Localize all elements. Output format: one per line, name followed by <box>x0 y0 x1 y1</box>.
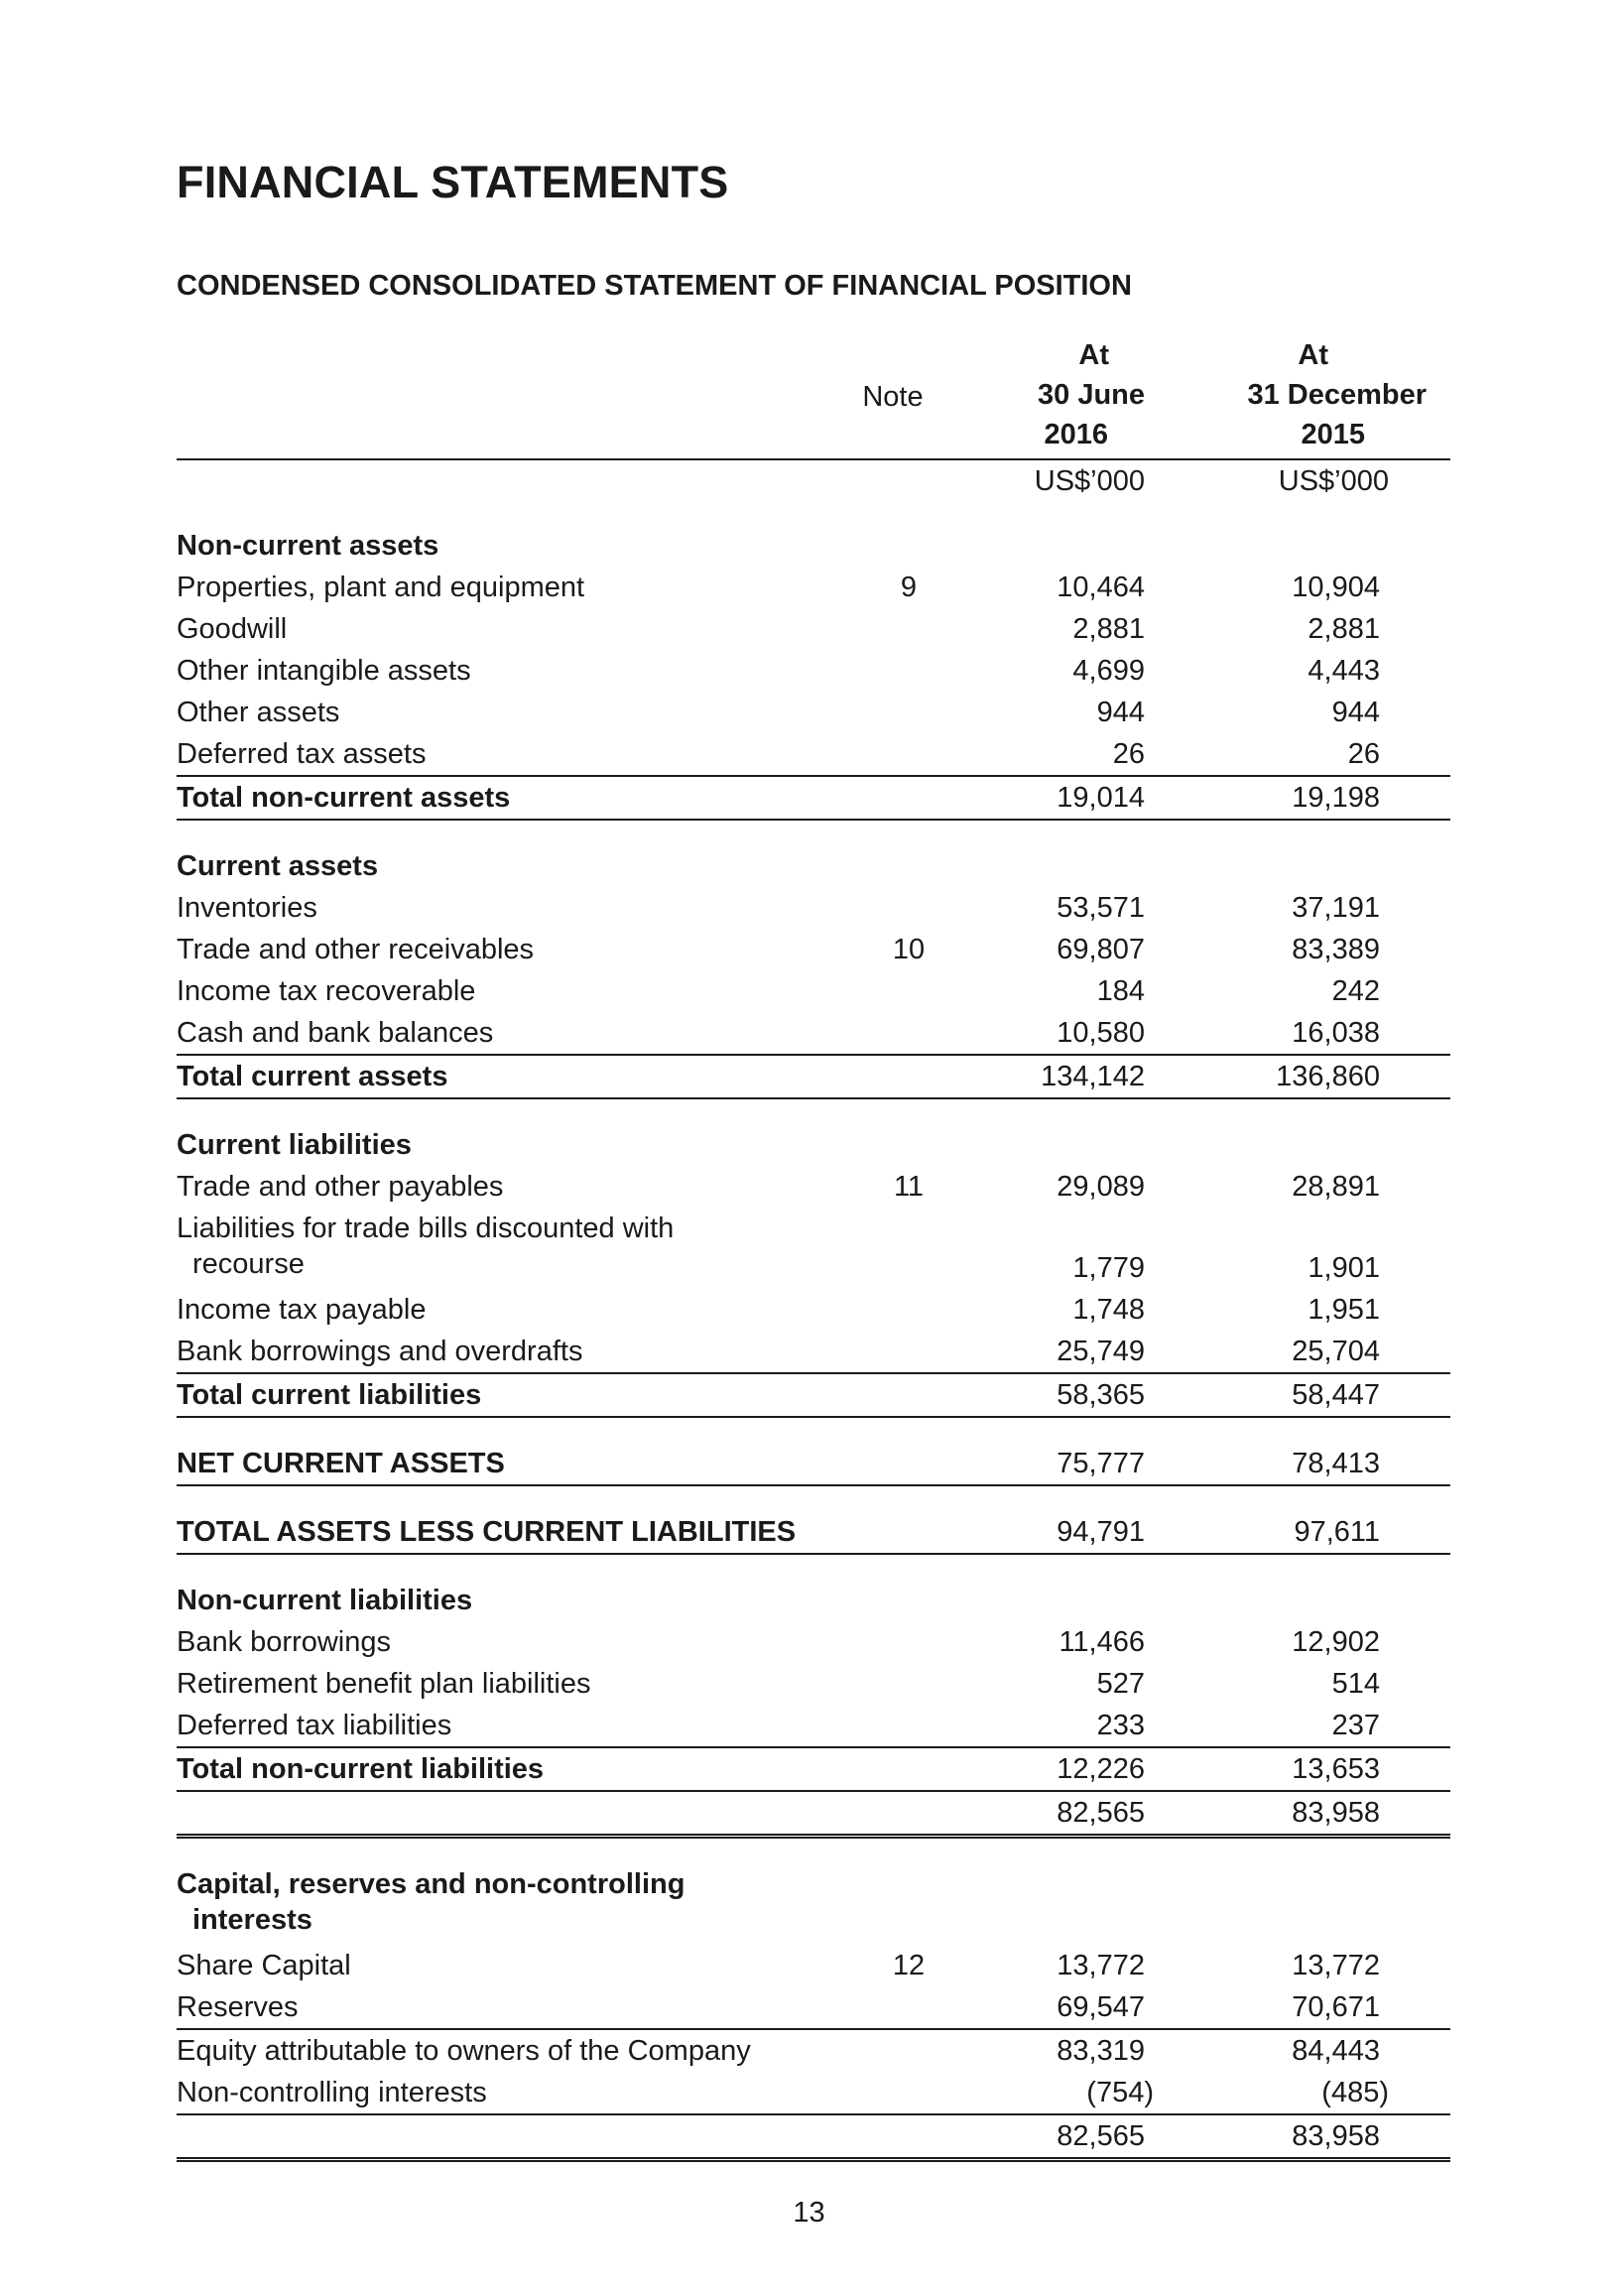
value-30-june-2016: 82,565 <box>1057 2120 1145 2152</box>
row-label-text: Other assets <box>177 697 340 728</box>
value-31-december-2015: 237 <box>1331 1710 1380 1741</box>
table-row <box>177 1621 1450 1663</box>
row-label-text: Capital, reserves and non-controlling <box>177 1868 685 1900</box>
row-note: 10 <box>892 934 926 965</box>
table-row <box>177 929 1450 970</box>
row-label <box>177 1991 299 2024</box>
row-label-text: Income tax recoverable <box>177 975 476 1007</box>
value-30-june-2016: 1,779 <box>1072 1252 1145 1284</box>
row-label <box>177 697 339 729</box>
column-2-header-at: At <box>1298 339 1328 371</box>
column-2-header-date: 31 December <box>1247 379 1427 411</box>
table-row-heading <box>177 525 1450 567</box>
row-label-text: Bank borrowings and overdrafts <box>177 1336 583 1367</box>
value-30-june-2016: 12,226 <box>1057 1753 1145 1785</box>
row-label-continuation: interests <box>192 1904 312 1936</box>
table-row-heading <box>177 1054 1450 1099</box>
row-label-text: Total current liabilities <box>177 1379 482 1411</box>
value-30-june-2016: 83,319 <box>1057 2035 1145 2067</box>
row-label <box>177 1516 796 1549</box>
row-note: 9 <box>900 572 918 603</box>
row-label <box>177 1868 685 1937</box>
row-label <box>177 1129 412 1162</box>
value-30-june-2016: 58,365 <box>1057 1379 1145 1411</box>
table-row <box>177 733 1450 775</box>
value-30-june-2016: 13,772 <box>1057 1950 1145 1981</box>
value-31-december-2015: 242 <box>1331 975 1380 1007</box>
row-label-text: Liabilities for trade bills discounted with <box>177 1212 675 1244</box>
row-label-text: Total non-current liabilities <box>177 1753 545 1785</box>
column-2-header-year: 2015 <box>1301 419 1365 450</box>
row-label <box>177 530 438 563</box>
value-30-june-2016: 527 <box>1096 1668 1145 1700</box>
value-30-june-2016: 944 <box>1096 697 1145 728</box>
value-31-december-2015: 83,958 <box>1292 2120 1380 2152</box>
value-31-december-2015: (485) <box>1321 2077 1389 2108</box>
units-row <box>177 458 1450 502</box>
row-spacer <box>177 1555 1450 1580</box>
value-31-december-2015: 4,443 <box>1307 655 1380 687</box>
row-spacer <box>177 1099 1450 1124</box>
value-31-december-2015: 19,198 <box>1292 782 1380 814</box>
row-label-text: Total current assets <box>177 1061 448 1092</box>
row-label <box>177 1171 503 1204</box>
row-label <box>177 1626 391 1659</box>
row-label-text: Non-current assets <box>177 530 439 562</box>
row-spacer <box>177 1418 1450 1443</box>
row-label-text: Inventories <box>177 892 317 924</box>
value-30-june-2016: 233 <box>1096 1710 1145 1741</box>
value-30-june-2016: 94,791 <box>1057 1516 1145 1548</box>
row-label-text: Trade and other receivables <box>177 934 535 965</box>
row-label-text: Trade and other payables <box>177 1171 504 1203</box>
row-label <box>177 1668 591 1701</box>
column-1-header-date: 30 June <box>1038 379 1145 411</box>
value-31-december-2015: 13,653 <box>1292 1753 1380 1785</box>
table-row <box>177 2072 1450 2113</box>
value-30-june-2016: 25,749 <box>1057 1336 1145 1367</box>
value-31-december-2015: 10,904 <box>1292 572 1380 603</box>
value-30-june-2016: 69,807 <box>1057 934 1145 965</box>
value-30-june-2016: 2,881 <box>1072 613 1145 645</box>
table-row <box>177 1331 1450 1372</box>
row-label <box>177 782 510 815</box>
row-label-text: Properties, plant and equipment <box>177 572 585 603</box>
row-label <box>177 2035 751 2068</box>
row-label <box>177 975 475 1008</box>
value-31-december-2015: 83,958 <box>1292 1797 1380 1829</box>
row-label <box>177 1710 451 1742</box>
value-30-june-2016: 11,466 <box>1058 1626 1145 1658</box>
table-row <box>177 567 1450 608</box>
row-label <box>177 738 426 771</box>
table-row <box>177 1208 1450 1289</box>
table-row <box>177 608 1450 650</box>
value-31-december-2015: 26 <box>1347 738 1380 770</box>
table-row <box>177 970 1450 1012</box>
row-label-text: Income tax payable <box>177 1294 427 1326</box>
value-31-december-2015: 97,611 <box>1294 1516 1380 1548</box>
row-label <box>177 1950 351 1982</box>
value-30-june-2016: 29,089 <box>1057 1171 1145 1203</box>
table-row <box>177 1289 1450 1331</box>
row-label-text: Share Capital <box>177 1950 351 1981</box>
value-31-december-2015: 78,413 <box>1292 1448 1380 1479</box>
table-row-heading <box>177 845 1450 887</box>
row-label <box>177 1294 426 1327</box>
value-30-june-2016: 75,777 <box>1057 1448 1145 1479</box>
row-label <box>177 1061 447 1093</box>
row-label <box>177 1336 582 1368</box>
row-label <box>177 1753 544 1786</box>
row-label-text: Bank borrowings <box>177 1626 391 1658</box>
table-row <box>177 887 1450 929</box>
table-row <box>177 1166 1450 1208</box>
value-31-december-2015: 2,881 <box>1307 613 1380 645</box>
value-30-june-2016: 4,699 <box>1072 655 1145 687</box>
column-2-unit: US$’000 <box>1278 465 1389 497</box>
row-label-text: Cash and bank balances <box>177 1017 494 1049</box>
row-label-text: NET CURRENT ASSETS <box>177 1448 505 1479</box>
table-row-heading <box>177 1746 1450 1792</box>
row-label <box>177 850 378 883</box>
row-label <box>177 1585 472 1617</box>
page-title: FINANCIAL STATEMENTS <box>177 157 729 207</box>
row-label-text: Non-current liabilities <box>177 1585 473 1616</box>
row-spacer <box>177 821 1450 845</box>
table-row <box>177 1986 1450 2028</box>
value-30-june-2016: 19,014 <box>1057 782 1145 814</box>
value-30-june-2016: 1,748 <box>1072 1294 1145 1326</box>
row-label-text: Deferred tax assets <box>177 738 427 770</box>
row-spacer <box>177 1839 1450 1863</box>
row-label <box>177 655 471 688</box>
table-row <box>177 650 1450 692</box>
value-31-december-2015: 16,038 <box>1292 1017 1380 1049</box>
value-31-december-2015: 136,860 <box>1276 1061 1380 1092</box>
value-31-december-2015: 1,951 <box>1307 1294 1380 1326</box>
row-label <box>177 1448 505 1480</box>
value-31-december-2015: 28,891 <box>1292 1171 1380 1203</box>
row-label-text: Retirement benefit plan liabilities <box>177 1668 591 1700</box>
table-row <box>177 692 1450 733</box>
row-label <box>177 572 584 604</box>
row-label <box>177 1379 481 1412</box>
page-number: 13 <box>793 2197 825 2229</box>
row-label <box>177 1017 493 1050</box>
value-31-december-2015: 514 <box>1331 1668 1380 1700</box>
row-label <box>177 2077 487 2109</box>
table-row-heading <box>177 1443 1450 1486</box>
table-row <box>177 2028 1450 2072</box>
row-label-text: Other intangible assets <box>177 655 471 687</box>
row-label <box>177 934 534 966</box>
value-30-june-2016: 10,580 <box>1057 1017 1145 1049</box>
row-label-text: Equity attributable to owners of the Company <box>177 2035 751 2067</box>
row-label <box>177 613 287 646</box>
table-row-heading <box>177 1580 1450 1621</box>
value-31-december-2015: 37,191 <box>1292 892 1380 924</box>
table-row <box>177 1705 1450 1746</box>
row-label-continuation: recourse <box>192 1248 305 1280</box>
table-row-heading <box>177 1511 1450 1555</box>
value-30-june-2016: 69,547 <box>1057 1991 1145 2023</box>
statement-table-body <box>177 525 1450 2162</box>
value-31-december-2015: 58,447 <box>1292 1379 1380 1411</box>
row-label <box>177 892 317 925</box>
table-row <box>177 2113 1450 2162</box>
value-30-june-2016: (754) <box>1086 2077 1154 2108</box>
row-label-text: Total non-current assets <box>177 782 511 814</box>
value-31-december-2015: 12,902 <box>1292 1626 1380 1658</box>
row-label-text: TOTAL ASSETS LESS CURRENT LIABILITIES <box>177 1516 797 1548</box>
table-row <box>177 1012 1450 1054</box>
value-31-december-2015: 84,443 <box>1292 2035 1380 2067</box>
value-31-december-2015: 944 <box>1331 697 1380 728</box>
value-31-december-2015: 83,389 <box>1292 934 1380 965</box>
row-label-text: Goodwill <box>177 613 288 645</box>
row-label-text: Non-controlling interests <box>177 2077 487 2108</box>
table-row-heading <box>177 775 1450 821</box>
row-label-text: Reserves <box>177 1991 299 2023</box>
row-note: 12 <box>892 1950 926 1981</box>
table-row <box>177 1945 1450 1986</box>
row-label-text: Current assets <box>177 850 379 882</box>
row-note: 11 <box>893 1171 925 1203</box>
value-30-june-2016: 53,571 <box>1057 892 1145 924</box>
table-row <box>177 1663 1450 1705</box>
table-header <box>177 339 1450 458</box>
statement-subtitle: CONDENSED CONSOLIDATED STATEMENT OF FINANCIAL POSITION <box>177 270 1132 302</box>
row-spacer <box>177 1486 1450 1511</box>
value-30-june-2016: 26 <box>1112 738 1145 770</box>
note-column-header: Note <box>862 381 924 413</box>
row-label <box>177 1212 674 1281</box>
value-30-june-2016: 10,464 <box>1057 572 1145 603</box>
value-31-december-2015: 13,772 <box>1292 1950 1380 1981</box>
value-30-june-2016: 134,142 <box>1041 1061 1145 1092</box>
column-1-header-year: 2016 <box>1044 419 1108 450</box>
table-row-heading <box>177 1372 1450 1418</box>
table-row-heading <box>177 1863 1450 1945</box>
value-31-december-2015: 25,704 <box>1292 1336 1380 1367</box>
value-30-june-2016: 184 <box>1096 975 1145 1007</box>
value-31-december-2015: 70,671 <box>1292 1991 1380 2023</box>
table-row <box>177 1792 1450 1839</box>
value-30-june-2016: 82,565 <box>1057 1797 1145 1829</box>
column-1-unit: US$’000 <box>1034 465 1145 497</box>
column-1-header-at: At <box>1078 339 1109 371</box>
value-31-december-2015: 1,901 <box>1307 1252 1380 1284</box>
table-row-heading <box>177 1124 1450 1166</box>
row-label-text: Deferred tax liabilities <box>177 1710 452 1741</box>
row-label-text: Current liabilities <box>177 1129 412 1161</box>
